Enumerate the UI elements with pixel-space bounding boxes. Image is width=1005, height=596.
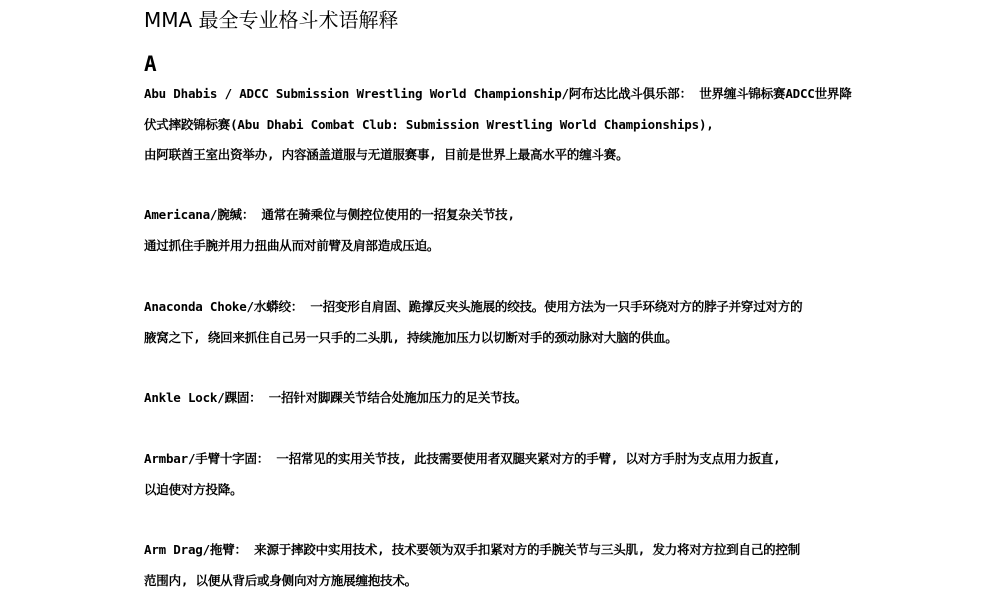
section-heading: A bbox=[144, 50, 157, 78]
entry-line: 通过抓住手腕并用力扭曲从而对前臂及肩部造成压迫。 bbox=[144, 231, 860, 262]
glossary-entry-armbar bbox=[144, 444, 860, 505]
entry-line: 腋窝之下, 绕回来抓住自己另一只手的二头肌, 持续施加压力以切断对手的颈动脉对大脑的供血。 bbox=[144, 323, 860, 354]
entry-line: Abu Dhabis / ADCC Submission Wrestling World Championship/阿布达比战斗俱乐部： 世界缠斗锦标赛ADCC世界降 bbox=[144, 79, 860, 110]
entry-line: 由阿联酋王室出资举办, 内容涵盖道服与无道服赛事, 目前是世界上最高水平的缠斗赛。 bbox=[144, 140, 860, 171]
entry-line: 伏式摔跤锦标赛(Abu Dhabi Combat Club: Submission Wrestling World Championships), bbox=[144, 110, 860, 141]
glossary-entry-anaconda-choke bbox=[144, 292, 860, 353]
entry-line: 以迫使对方投降。 bbox=[144, 475, 860, 506]
entry-line: 范围内, 以便从背后或身侧向对方施展缠抱技术。 bbox=[144, 566, 860, 596]
glossary-entry-ankle-lock bbox=[144, 383, 860, 414]
glossary-entry-americana bbox=[144, 200, 860, 261]
entry-line: Armbar/手臂十字固： 一招常见的实用关节技, 此技需要使用者双腿夹紧对方的手臂, 以对方手肘为支点用力扳直, bbox=[144, 444, 860, 475]
entry-line: Ankle Lock/踝固： 一招针对脚踝关节结合处施加压力的足关节技。 bbox=[144, 383, 860, 414]
entry-line: Anaconda Choke/水蟒绞： 一招变形自肩固、跪撑反夹头施展的绞技。使用方法为一只手环绕对方的脖子并穿过对方的 bbox=[144, 292, 860, 323]
glossary-entry-arm-drag bbox=[144, 535, 860, 596]
entry-line: Arm Drag/拖臂： 来源于摔跤中实用技术, 技术要领为双手扣紧对方的手腕关节与三头肌, 发力将对方拉到自己的控制 bbox=[144, 535, 860, 566]
entry-line: Americana/腕缄： 通常在骑乘位与侧控位使用的一招复杂关节技, bbox=[144, 200, 860, 231]
glossary-entry-adcc bbox=[144, 79, 860, 171]
document-title: MMA 最全专业格斗术语解释 bbox=[144, 6, 399, 34]
